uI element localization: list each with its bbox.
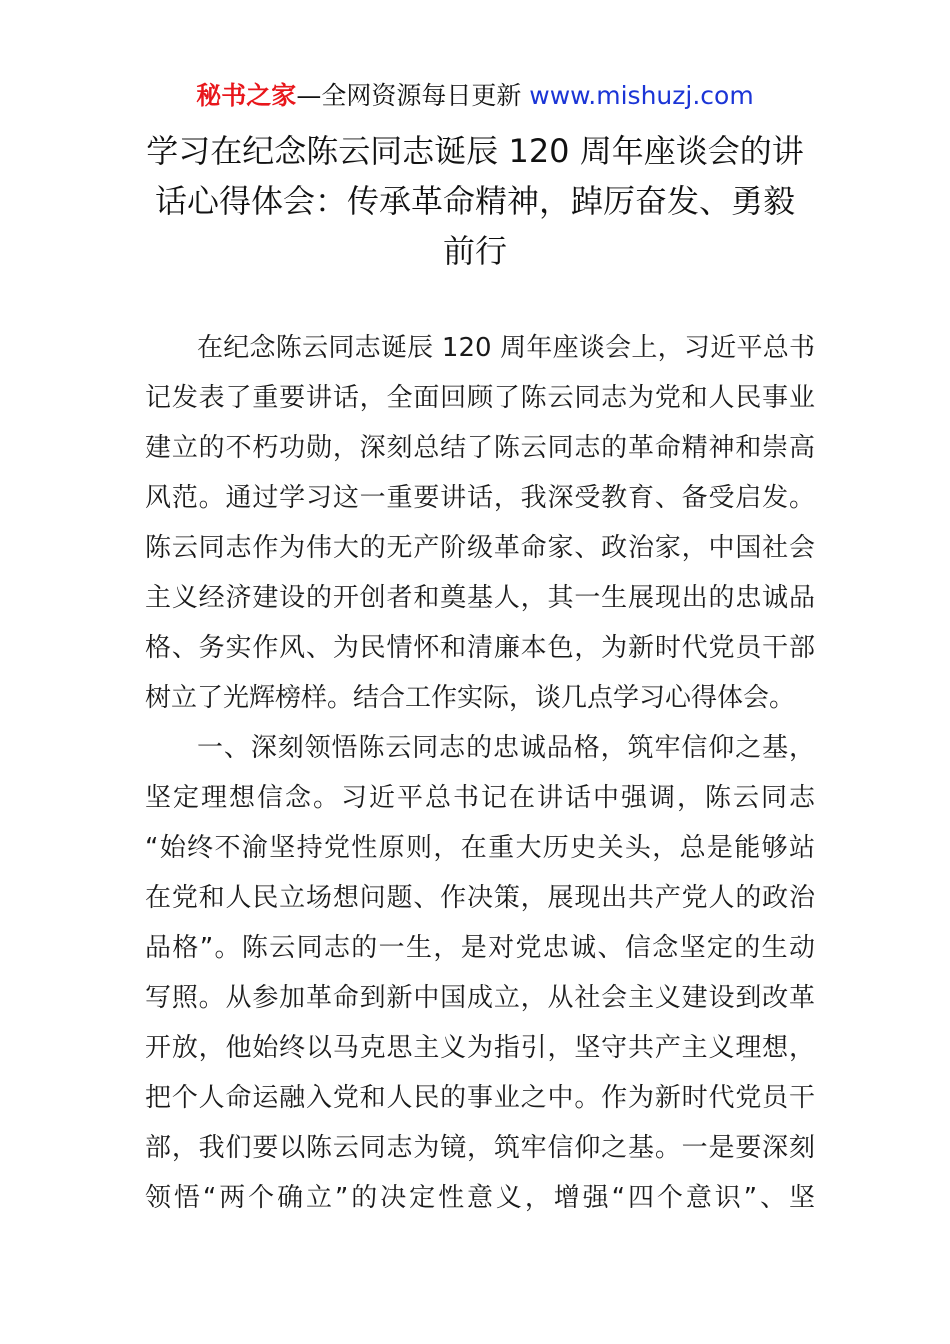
- body-line: 把个人命运融入党和人民的事业之中。作为新时代党员干: [145, 1083, 815, 1113]
- site-url-link[interactable]: www.mishuzj.com: [529, 81, 754, 110]
- document-body: [145, 323, 815, 1223]
- body-line: 在党和人民立场想问题、作决策，展现出共产党人的政治: [145, 883, 815, 913]
- body-line: 格、务实作风、为民情怀和清廉本色，为新时代党员干部: [145, 633, 815, 663]
- body-line: 坚定理想信念。习近平总书记在讲话中强调，陈云同志: [145, 783, 815, 813]
- site-slogan: —全网资源每日更新: [296, 81, 530, 110]
- title-line: 前行: [442, 232, 507, 270]
- body-line: 风范。通过学习这一重要讲话，我深受教育、备受启发。: [145, 483, 815, 513]
- site-name: 秘书之家: [196, 81, 297, 110]
- body-line: 一、深刻领悟陈云同志的忠诚品格，筑牢信仰之基，: [197, 733, 815, 763]
- body-line: 开放，他始终以马克思主义为指引，坚守共产主义理想，: [145, 1033, 815, 1063]
- body-line: 写照。从参加革命到新中国成立，从社会主义建设到改革: [145, 983, 815, 1013]
- body-line: “始终不渝坚持党性原则，在重大历史关头，总是能够站: [145, 833, 815, 863]
- body-line: 记发表了重要讲话，全面回顾了陈云同志为党和人民事业: [145, 383, 815, 413]
- title-line: 学习在纪念陈云同志诞辰 120 周年座谈会的讲: [146, 132, 804, 170]
- document-title: [140, 126, 810, 276]
- body-line: 领悟“两个确立”的决定性意义，增强“四个意识”、坚: [145, 1183, 815, 1213]
- body-line: 建立的不朽功勋，深刻总结了陈云同志的革命精神和崇高: [145, 433, 815, 463]
- body-line: 主义经济建设的开创者和奠基人，其一生展现出的忠诚品: [145, 583, 815, 613]
- body-line: 品格”。陈云同志的一生，是对党忠诚、信念坚定的生动: [145, 933, 815, 963]
- body-line: 树立了光辉榜样。结合工作实际，谈几点学习心得体会。: [145, 683, 796, 713]
- site-header: [0, 78, 950, 114]
- title-line: 话心得体会：传承革命精神，踔厉奋发、勇毅: [154, 182, 795, 220]
- body-line: 陈云同志作为伟大的无产阶级革命家、政治家，中国社会: [145, 533, 815, 563]
- body-line: 部，我们要以陈云同志为镜，筑牢信仰之基。一是要深刻: [145, 1133, 815, 1163]
- body-line: 在纪念陈云同志诞辰 120 周年座谈会上，习近平总书: [197, 333, 815, 363]
